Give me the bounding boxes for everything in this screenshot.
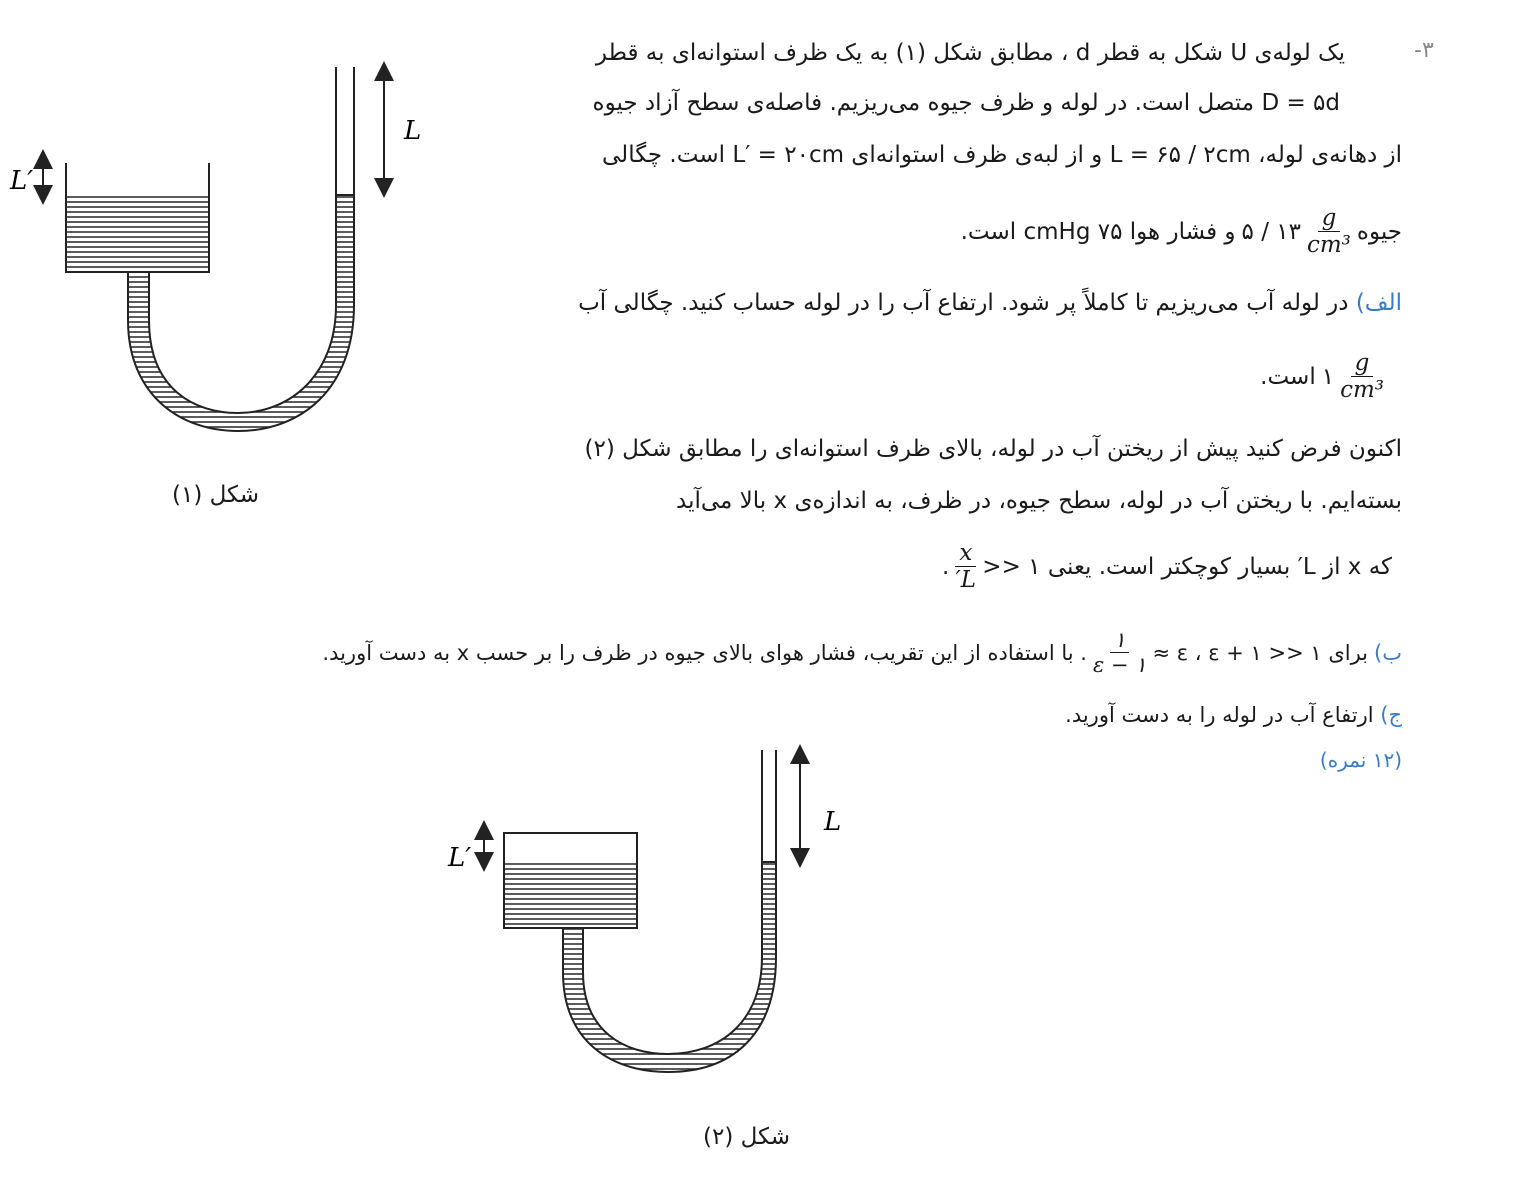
fig1-tank-mercury [66, 193, 209, 272]
water-density-tail: است. [1260, 363, 1316, 390]
density-unit-num: g [1318, 205, 1341, 232]
part-c-text: ارتفاع آب در لوله را به دست آورید. [1065, 703, 1374, 727]
figure-2-diagram [420, 742, 880, 1087]
density-unit-fraction [1307, 205, 1351, 258]
part-a-label: الف) [1355, 290, 1402, 316]
text-line-now: اکنون فرض کنید پیش از ریختن آب در لوله، بالای ظرف استوانه‌ای را مطابق شکل (۲) [584, 436, 1402, 462]
fig2-tank-mercury [504, 860, 637, 928]
text-line-closed: بسته‌ایم. با ریختن آب در لوله، سطح جیوه، در ظرف، به اندازه‌ی x بالا می‌آید [676, 488, 1402, 514]
problem-number: -۳ [1414, 38, 1434, 63]
water-density-fraction [1340, 350, 1384, 403]
water-unit-den: cm³ [1340, 377, 1384, 403]
approx-num: ۱ [1110, 628, 1129, 653]
figure-1-diagram [0, 55, 460, 455]
part-a-line [578, 290, 1402, 316]
text-line-1: یک لوله‌ی U شکل به قطر d ، مطابق شکل (۱) به یک ظرف استوانه‌ای به قطر [595, 40, 1345, 66]
ratio-fraction [955, 540, 976, 593]
fig1-label-L: L [404, 116, 422, 146]
fig1-label-Lp: L′ [10, 166, 34, 196]
water-unit-num: g [1351, 350, 1374, 377]
text-line-2: D = ۵d متصل است. در لوله و ظرف جیوه می‌ریزیم. فاصله‌ی سطح آزاد جیوه [592, 90, 1340, 116]
water-density-value: ۱ [1321, 363, 1335, 390]
part-a-text: در لوله آب می‌ریزیم تا کاملاً پر شود. ارتفاع آب را در لوله حساب کنید. چگالی آب [578, 290, 1349, 316]
score-label: (۱۲ نمره) [1319, 748, 1402, 772]
water-density-line [1260, 350, 1390, 403]
text-line-3: از دهانه‌ی لوله، L = ۶۵ / ۲cm و از لبه‌ی ظرف استوانه‌ای L′ = ۲۰cm است. چگالی [602, 142, 1402, 168]
fig2-label-Lp: L′ [448, 843, 472, 873]
part-c-label: ج) [1380, 703, 1402, 727]
part-b-label: ب) [1374, 640, 1402, 665]
density-value: ۱۳ / ۵ [1241, 218, 1301, 245]
approx-den: ε − ۱ [1092, 653, 1147, 677]
figure-2-caption: شکل (۲) [703, 1124, 791, 1150]
part-b-text: . با استفاده از این تقریب، فشار هوای بالای جیوه در ظرف را بر حسب x به دست آورید. [322, 640, 1087, 665]
part-b-cond: برای ۱ << ε ، ε + ۱ ≈ [1152, 640, 1369, 665]
fig2-label-L: L [824, 807, 842, 837]
density-unit-den: cm³ [1306, 232, 1351, 258]
density-label: جیوه [1356, 218, 1402, 245]
ratio-den: L′ [955, 567, 977, 593]
text-line-4 [961, 205, 1402, 258]
part-c-line [1065, 703, 1402, 727]
pressure-text: و فشار هوا ۷۵ cmHg است. [960, 218, 1236, 245]
ratio-num: x [955, 540, 976, 567]
part-b-line [322, 628, 1402, 677]
approx-fraction [1093, 628, 1147, 677]
figure-1-caption: شکل (۱) [172, 482, 260, 508]
text-line-ratio: که x از L′ بسیار کوچکتر است. یعنی ۱ << $\frac{x}{L'}$ . [942, 540, 1392, 593]
ratio-text: که x از L′ بسیار کوچکتر است. یعنی ۱ << [982, 553, 1392, 580]
